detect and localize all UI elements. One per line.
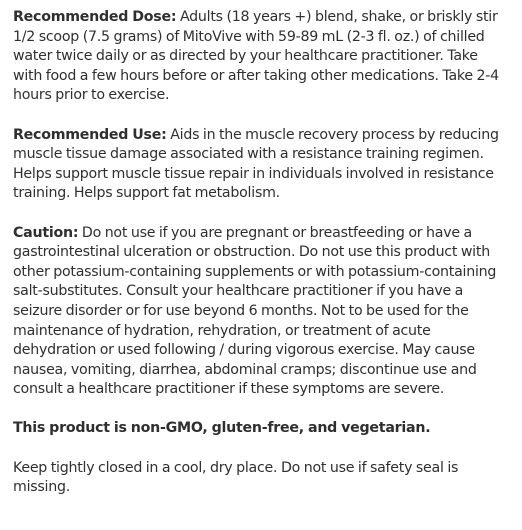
caution-text: Do not use if you are pregnant or breastfeeding or have a gastrointestinal ulceration or obstruction. Do not use this product with other potassium-containing supplements or with potassium-containing salt-substitutes. Consult your healthcare practitioner if you have a seizure disorder or for use beyond 6 months. Not to be used for the maintenance of hydration, rehydration, or treatment of acute dehydration or used following / during vigorous exercise. May cause nausea, vomiting, diarrhea, abdominal cramps; discontinue use and consult a healthcare practitioner if these symptoms are severe. <box>13 224 497 398</box>
product-note: This product is non-GMO, gluten-free, and vegetarian. <box>13 420 431 437</box>
recommended-dose-label: Recommended Dose: <box>13 9 177 25</box>
storage-note: Keep tightly closed in a cool, dry place. Do not use if safety seal is missing. <box>13 459 459 496</box>
recommended-use-paragraph <box>13 126 509 204</box>
recommended-dose-paragraph <box>13 8 509 106</box>
product-info-text <box>13 8 509 517</box>
recommended-use-text: Aids in the muscle recovery process by reducing muscle tissue damage associated with a resistance training regimen. Helps support muscle tissue repair in individuals involved in resistance training. Helps support fat metabolism. <box>13 126 499 202</box>
recommended-use-label: Recommended Use: <box>13 126 167 143</box>
caution-label: Caution: <box>13 224 79 241</box>
caution-paragraph <box>13 224 509 400</box>
recommended-dose-text: Adults (18 years +) blend, shake, or briskly stir 1/2 scoop (7.5 grams) of MitoVive with 59-89 mL (2-3 fl. oz.) of chilled water twice daily or as directed by your healthcare practitioner. Take with food a few hours before or after taking other medications. Take 2-4 hours prior to exercise. <box>13 9 499 104</box>
